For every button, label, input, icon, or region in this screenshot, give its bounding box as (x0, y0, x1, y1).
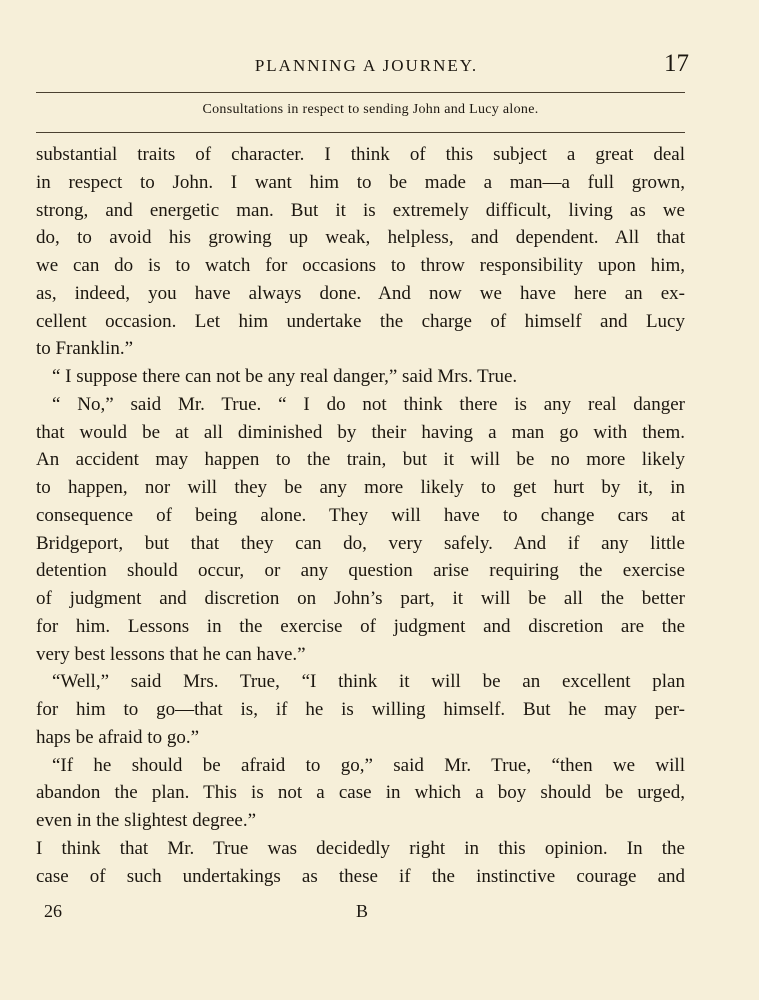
text-line: abandon the plan. This is not a case in which a boy should be urged, (36, 782, 685, 804)
text-line: Bridgeport, but that they can do, very safely. And if any little (36, 532, 685, 554)
text-line: substantial traits of character. I think of this subject a great deal (36, 144, 685, 165)
text-line: cellent occasion. Let him undertake the charge of himself and Lucy (36, 310, 685, 332)
text-line: do, to avoid his growing up weak, helpless, and dependent. All that (36, 227, 685, 249)
text-line: detention should occur, or any question arise requiring the exercise (36, 560, 685, 582)
text-line: haps be afraid to go.” (36, 726, 200, 748)
signature-letter: B (356, 901, 369, 921)
text-line: case of such undertakings as these if the instinctive courage and (36, 865, 685, 887)
text-line: as, indeed, you have always done. And now we have here an ex- (36, 282, 685, 304)
text-line: very best lessons that he can have.” (36, 643, 306, 665)
signature-number: 26 (44, 901, 62, 921)
header-rule-bottom (36, 132, 685, 133)
text-line: “ No,” said Mr. True. “ I do not think there is any real danger (52, 393, 685, 415)
text-line: An accident may happen to the train, but it will be no more likely (36, 449, 685, 471)
body-text (36, 141, 685, 890)
page-header (36, 48, 689, 88)
text-line: “Well,” said Mrs. True, “I think it will be an excellent plan (52, 671, 685, 693)
text-line: to happen, nor will they be any more likely to get hurt by it, in (36, 477, 685, 498)
page-number: 17 (664, 50, 689, 77)
text-line: even in the slightest degree.” (36, 810, 257, 831)
text-line: strong, and energetic man. But it is extremely difficult, living as we (36, 199, 685, 221)
page-footer (36, 901, 685, 931)
text-line: for him. Lessons in the exercise of judgment and discretion are the (36, 615, 685, 637)
text-line: “If he should be afraid to go,” said Mr. True, “then we will (52, 754, 685, 776)
text-line: for him to go—that is, if he is willing himself. But he may per- (36, 699, 685, 720)
section-subhead: Consultations in respect to sending John and Lucy alone. (202, 102, 539, 117)
text-line: “ I suppose there can not be any real danger,” said Mrs. True. (52, 366, 518, 387)
text-line: I think that Mr. True was decidedly right in this opinion. In the (36, 837, 685, 859)
text-line: of judgment and discretion on John’s part, it will be all the better (36, 588, 685, 609)
running-title: PLANNING A JOURNEY. (254, 56, 479, 75)
text-line: that would be at all diminished by their having a man go with them. (36, 421, 685, 443)
header-rule-top (36, 92, 685, 93)
text-line: in respect to John. I want him to be made a man—a full grown, (36, 171, 685, 193)
text-line: to Franklin.” (36, 338, 134, 360)
text-line: consequence of being alone. They will have to change cars at (36, 504, 685, 526)
text-line: we can do is to watch for occasions to throw responsibility upon him, (36, 255, 685, 276)
